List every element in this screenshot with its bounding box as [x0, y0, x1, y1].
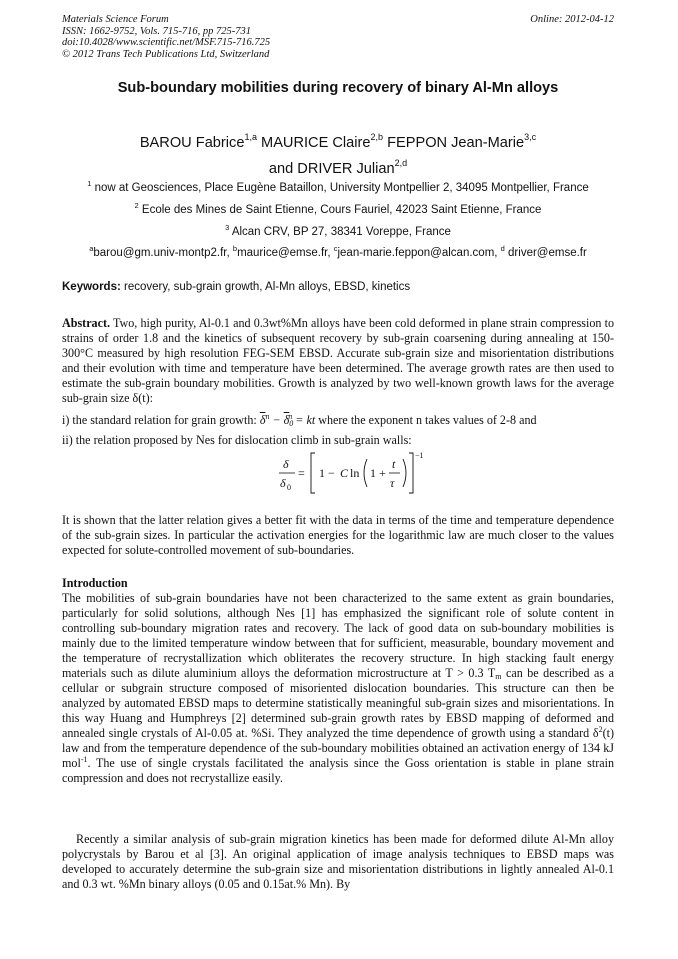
svg-text:t: t — [392, 457, 396, 471]
svg-text:0: 0 — [287, 483, 291, 492]
abstract-item-2: ii) the relation proposed by Nes for dislocation climb in sub-grain walls: — [62, 433, 412, 447]
affiliation-2-text: Ecole des Mines de Saint Etienne, Cours Fauriel, 42023 Saint Etienne, France — [141, 204, 542, 216]
author-list — [62, 130, 614, 182]
intro-p1-part-b: can be described as a cellular or subgrain structure composed of misoriented dislocation boundaries. This structure can then be analyzed by automated EBSD maps to determine statistically meaningful sub-grain sizes and misorientations. In this way Huang and Humphreys [2] determined sub-grain growth rates by EBSD mapping of deformed and annealed single crystals of Al-0.05 at. %Si. They analyzed the time dependence of growth using a standard δ — [62, 666, 614, 740]
intro-p1-sup-neg1: -1 — [80, 755, 88, 764]
growth-law-equation: $\overline{\delta}^n - \overline{\delta}_0^n$ = kt — [259, 412, 316, 428]
svg-text:=: = — [298, 466, 305, 480]
email-b-sup: b — [232, 244, 238, 253]
journal-header — [62, 14, 614, 60]
svg-text:δ: δ — [280, 476, 286, 490]
email-d[interactable]: driver@emse.fr — [504, 247, 587, 259]
abstract-paragraph — [62, 316, 614, 406]
intro-p2-text: Recently a similar analysis of sub-grain migration kinetics has been made for deformed dilute Al-Mn alloy polycrystals by Barou et al [3]. An original application of image analysis techniques to EBSD maps was developed to accurately determine the sub-grain size and misorientation distributions in lightly annealed Al-0.1 and 0.3 wt. %Mn binary alloys (0.05 and 0.15at.% Mn). By — [62, 832, 614, 891]
affiliation-3-sup: 3 — [225, 223, 230, 232]
intro-p1-sup-2: 2 — [598, 725, 603, 734]
svg-text:τ: τ — [390, 476, 395, 490]
author-feppon: FEPPON Jean-Marie — [387, 135, 525, 151]
email-c[interactable]: jean-marie.feppon@alcan.com, — [337, 247, 501, 259]
item-1-post: where the exponent n takes values of 2-8 and — [315, 413, 537, 427]
author-barou-sup: 1,a — [244, 132, 257, 142]
keywords-line — [62, 281, 614, 293]
email-b[interactable]: maurice@emse.fr, — [237, 247, 334, 259]
author-maurice-sup: 2,b — [370, 132, 384, 142]
author-driver-sup: 2,d — [394, 158, 408, 168]
copyright-line: © 2012 Trans Tech Publications Ltd, Switzerland — [62, 48, 270, 60]
affiliation-1-text: now at Geosciences, Place Eugène Bataillon, University Montpellier 2, 34095 Montpellier, France — [94, 182, 589, 194]
email-d-sup: d — [500, 244, 505, 253]
journal-name: Materials Science Forum — [62, 14, 169, 25]
email-c-sup: c — [333, 244, 338, 253]
introduction-paragraph-2 — [62, 832, 614, 892]
abstract-text: Two, high purity, Al-0.1 and 0.3wt%Mn alloys have been cold deformed in plane strain compression to strains of order 1.8 and the kinetics of subsequent recovery by sub-grain coarsening during annealing at 150-300°C measured by high resolution FEG-SEM EBSD. Accurate sub-grain size and misorientation distributions and their evolution with time and temperature have been determined. The average growth rates are then used to estimate the sub-grain boundary mobilities. Growth is analyzed by two well-known growth laws for the average sub-grain size δ(t): — [62, 316, 614, 405]
abstract-conclusion: It is shown that the latter relation gives a better fit with the data in terms of the time and temperature dependence of the sub-grain sizes. In particular the activation energies for the logarithmic law are much closer to the values expected for solute-controlled movement of sub-boundaries. — [62, 513, 614, 557]
email-a[interactable]: barou@gm.univ-montp2.fr, — [93, 247, 233, 259]
affiliation-3 — [62, 223, 614, 238]
keywords-label: Keywords: — [62, 281, 121, 293]
affiliation-2 — [62, 201, 614, 216]
svg-text:1 −: 1 − — [319, 466, 335, 480]
issn-line: ISSN: 1662-9752, Vols. 715-716, pp 725-731 — [62, 25, 251, 37]
author-maurice: MAURICE Claire — [261, 135, 371, 151]
introduction-heading: Introduction — [62, 576, 128, 590]
keywords-text: recovery, sub-grain growth, Al-Mn alloys, EBSD, kinetics — [120, 281, 411, 293]
svg-text:1 +: 1 + — [370, 466, 386, 480]
author-barou: BAROU Fabrice — [139, 135, 245, 151]
email-a-sup: a — [89, 244, 94, 253]
affiliation-1 — [62, 179, 614, 194]
svg-text:ln: ln — [350, 466, 360, 480]
item-1-pre: i) the standard relation for grain growth: — [62, 413, 260, 427]
svg-text:−1: −1 — [415, 451, 424, 460]
intro-p1-part-c: (t) law and from the temperature dependence of the sub-boundary mobilities obtained an activation energy of 134 kJ mol — [62, 726, 614, 770]
online-date: Online: 2012-04-12 — [530, 14, 614, 25]
svg-text:C: C — [340, 466, 349, 480]
abstract-label: Abstract. — [62, 316, 111, 330]
author-feppon-sup: 3,c — [524, 132, 537, 142]
email-list — [62, 244, 614, 259]
svg-text:δ: δ — [283, 457, 289, 471]
paper-title: Sub-boundary mobilities during recovery of binary Al-Mn alloys — [117, 80, 559, 96]
intro-p1-part-a: The mobilities of sub-grain boundaries have not been characterized to the same extent as grain boundaries, particularly for solid solutions, although Nes [1] has emphasized the significant role of solute content in controlling sub-boundary migration rates and recovery. The lack of good data on sub-boundary mobilities is mainly due to the limited temperature window between that for sufficient, measurable, boundary movement and the temperature of recrystallization which obliterates the recovery structure. In high stacking fault energy materials such as dilute aluminium alloys the deformation microstructure at T > 0.3 T — [62, 591, 614, 680]
intro-p1-part-d: . The use of single crystals facilitated the analysis since the Goss orientation is stable in plane strain compression and does not recrystallize easily. — [62, 756, 614, 785]
affiliation-1-sup: 1 — [87, 179, 92, 188]
author-driver: and DRIVER Julian — [268, 161, 395, 177]
affiliation-2-sup: 2 — [134, 201, 139, 210]
intro-p1-sub-m: m — [495, 672, 502, 681]
abstract-item-1 — [62, 413, 614, 428]
introduction-paragraph-1 — [62, 591, 614, 786]
doi-line[interactable]: doi:10.4028/www.scientific.net/MSF.715-716.725 — [62, 37, 271, 48]
nes-equation — [270, 449, 440, 495]
affiliation-3-text: Alcan CRV, BP 27, 38341 Voreppe, France — [231, 226, 451, 238]
